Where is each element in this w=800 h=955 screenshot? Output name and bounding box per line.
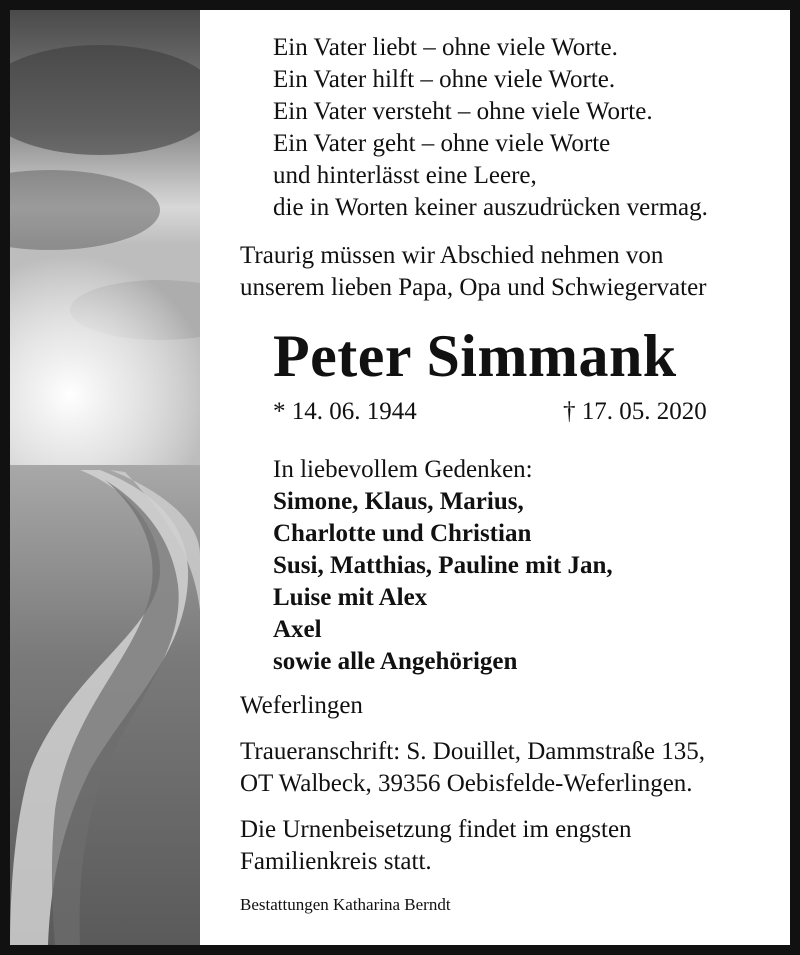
poem-line: die in Worten keiner auszudrücken vermag. (273, 194, 708, 221)
poem-line: Ein Vater versteht – ohne viele Worte. (273, 98, 653, 125)
address-line: Traueranschrift: S. Douillet, Dammstraße 135, (240, 738, 705, 765)
poem (273, 32, 780, 224)
town: Weferlingen (240, 692, 363, 719)
farewell-intro (240, 240, 780, 304)
birth-date: * 14. 06. 1944 (273, 398, 417, 425)
mourner-line: Charlotte und Christian (273, 520, 532, 547)
address-line: OT Walbeck, 39356 Oebisfelde-Weferlingen. (240, 770, 693, 797)
burial-line: Familienkreis statt. (240, 848, 432, 875)
notice-text (240, 32, 780, 916)
life-dates (240, 396, 780, 428)
undertaker: Bestattungen Katharina Berndt (240, 895, 451, 914)
poem-line: Ein Vater liebt – ohne viele Worte. (273, 34, 618, 61)
poem-line: Ein Vater geht – ohne viele Worte (273, 130, 611, 157)
intro-line: unserem lieben Papa, Opa und Schwiegervater (240, 274, 707, 301)
death-date: † 17. 05. 2020 (563, 398, 707, 425)
poem-line: Ein Vater hilft – ohne viele Worte. (273, 66, 616, 93)
mourners-heading: In liebevollem Gedenken: (273, 456, 533, 483)
mourner-line: Simone, Klaus, Marius, (273, 488, 524, 515)
mourning-address (240, 736, 780, 800)
burial-line: Die Urnenbeisetzung findet im engsten (240, 816, 632, 843)
path-sunrise-photo (10, 10, 200, 945)
burial-note (240, 814, 780, 878)
mourner-line: Susi, Matthias, Pauline mit Jan, (273, 552, 613, 579)
mourners (273, 454, 780, 678)
mourner-line: Axel (273, 616, 322, 643)
deceased-name: Peter Simmank (273, 323, 677, 389)
intro-line: Traurig müssen wir Abschied nehmen von (240, 242, 664, 269)
mourner-line: Luise mit Alex (273, 584, 428, 611)
poem-line: und hinterlässt eine Leere, (273, 162, 537, 189)
mourner-line: sowie alle Angehörigen (273, 648, 518, 675)
